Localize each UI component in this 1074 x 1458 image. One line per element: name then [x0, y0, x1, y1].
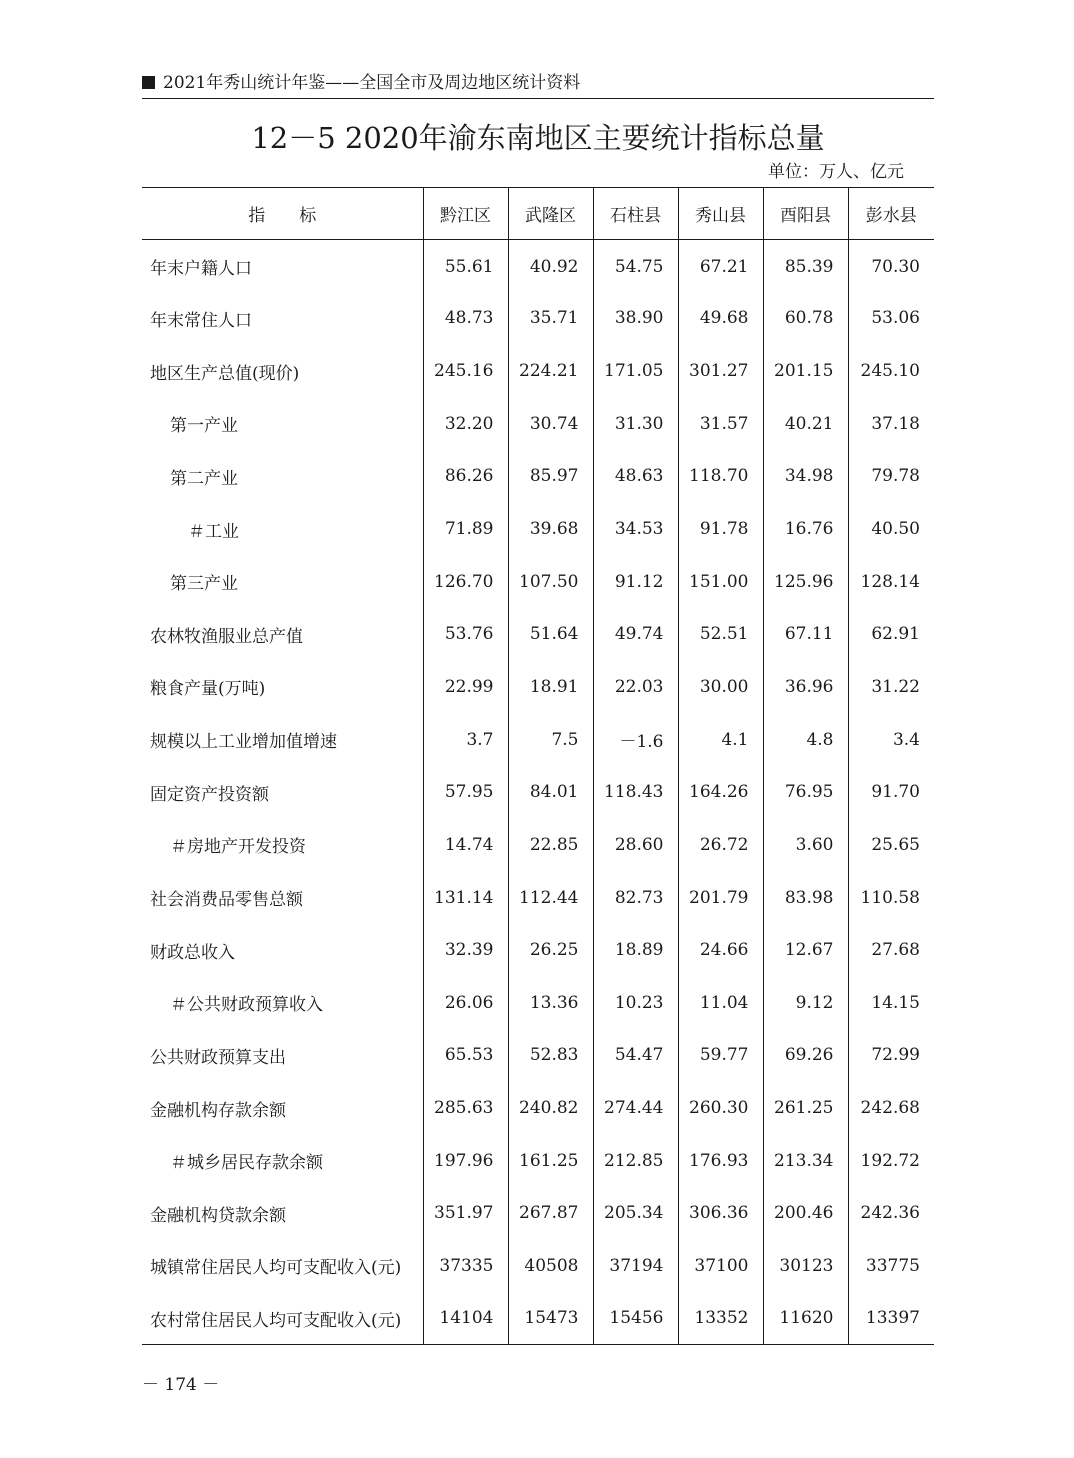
table-row: [142, 1082, 934, 1135]
table-header-row: [142, 188, 934, 240]
column-header-district: 秀山县: [678, 188, 763, 240]
cell-value: 306.36: [678, 1187, 763, 1240]
cell-value: 201.79: [678, 871, 763, 924]
table-row: [142, 397, 934, 450]
cell-value: 30.74: [508, 397, 593, 450]
cell-value: 240.82: [508, 1082, 593, 1135]
cell-value: 91.78: [678, 503, 763, 556]
cell-value: 176.93: [678, 1134, 763, 1187]
row-label: ＃房地产开发投资: [170, 837, 306, 858]
cell-value: 125.96: [763, 555, 848, 608]
cell-value: 242.36: [848, 1187, 934, 1240]
table-row: [142, 713, 934, 766]
cell-value: 83.98: [763, 871, 848, 924]
cell-value: 26.72: [678, 819, 763, 872]
cell-value: 351.97: [423, 1187, 508, 1240]
row-label: 财政总收入: [150, 942, 235, 963]
cell-value: 38.90: [593, 292, 678, 345]
cell-value: 85.39: [763, 240, 848, 293]
cell-value: 76.95: [763, 766, 848, 819]
row-label: 地区生产总值(现价): [150, 363, 300, 384]
cell-value: 31.22: [848, 661, 934, 714]
cell-value: 164.26: [678, 766, 763, 819]
cell-value: 85.97: [508, 450, 593, 503]
row-label: 社会消费品零售总额: [150, 890, 303, 910]
cell-value: 13.36: [508, 976, 593, 1029]
cell-value: 224.21: [508, 345, 593, 398]
cell-value: 69.26: [763, 1029, 848, 1082]
table-row: [142, 1292, 934, 1345]
cell-value: 285.63: [423, 1082, 508, 1135]
column-header-district: 酉阳县: [763, 188, 848, 240]
cell-value: 171.05: [593, 345, 678, 398]
cell-value: 57.95: [423, 766, 508, 819]
table-row: [142, 345, 934, 398]
cell-value: 112.44: [508, 871, 593, 924]
cell-value: 3.60: [763, 819, 848, 872]
cell-value: 126.70: [423, 555, 508, 608]
cell-value: 59.77: [678, 1029, 763, 1082]
running-header-text: 2021年秀山统计年鉴——全国全市及周边地区统计资料: [163, 73, 581, 93]
cell-value: 26.06: [423, 976, 508, 1029]
cell-value: 49.68: [678, 292, 763, 345]
cell-value: 40.50: [848, 503, 934, 556]
cell-value: 118.43: [593, 766, 678, 819]
cell-value: 37194: [593, 1240, 678, 1293]
row-label: 公共财政预算支出: [150, 1047, 286, 1068]
cell-value: 261.25: [763, 1082, 848, 1135]
cell-value: 70.30: [848, 240, 934, 293]
cell-value: 11.04: [678, 976, 763, 1029]
column-header-district: 黔江区: [423, 188, 508, 240]
cell-value: 26.25: [508, 924, 593, 977]
cell-value: 86.26: [423, 450, 508, 503]
cell-value: 36.96: [763, 661, 848, 714]
cell-value: 161.25: [508, 1134, 593, 1187]
cell-value: 72.99: [848, 1029, 934, 1082]
cell-value: 35.71: [508, 292, 593, 345]
cell-value: 245.16: [423, 345, 508, 398]
cell-value: 24.66: [678, 924, 763, 977]
cell-value: 30123: [763, 1240, 848, 1293]
table-row: [142, 819, 934, 872]
row-label: 农村常住居民人均可支配收入(元): [150, 1310, 402, 1331]
row-label: 金融机构贷款余额: [150, 1205, 286, 1226]
table-row: [142, 608, 934, 661]
cell-value: 15456: [593, 1292, 678, 1345]
cell-value: 37.18: [848, 397, 934, 450]
cell-value: 51.64: [508, 608, 593, 661]
cell-value: 128.14: [848, 555, 934, 608]
cell-value: 34.53: [593, 503, 678, 556]
cell-value: 31.30: [593, 397, 678, 450]
cell-value: 9.12: [763, 976, 848, 1029]
table-row: [142, 555, 934, 608]
cell-value: 60.78: [763, 292, 848, 345]
cell-value: 200.46: [763, 1187, 848, 1240]
column-header-indicator: 指 标: [248, 206, 317, 226]
page-number: － 174 －: [142, 1375, 220, 1395]
cell-value: 15473: [508, 1292, 593, 1345]
cell-value: 30.00: [678, 661, 763, 714]
cell-value: 40.92: [508, 240, 593, 293]
cell-value: 91.70: [848, 766, 934, 819]
row-label: 第一产业: [170, 416, 238, 437]
row-label: 金融机构存款余额: [150, 1100, 286, 1121]
cell-value: 242.68: [848, 1082, 934, 1135]
cell-value: 32.39: [423, 924, 508, 977]
row-label: 农林牧渔服业总产值: [150, 626, 303, 647]
cell-value: 301.27: [678, 345, 763, 398]
row-label: 固定资产投资额: [150, 784, 269, 805]
cell-value: 62.91: [848, 608, 934, 661]
cell-value: 245.10: [848, 345, 934, 398]
column-header-district: 石柱县: [593, 188, 678, 240]
table-row: [142, 503, 934, 556]
cell-value: 33775: [848, 1240, 934, 1293]
row-label: 城镇常住居民人均可支配收入(元): [150, 1258, 402, 1279]
cell-value: 48.73: [423, 292, 508, 345]
running-header: [142, 70, 934, 99]
cell-value: 11620: [763, 1292, 848, 1345]
cell-value: 3.7: [423, 713, 508, 766]
statistics-table: [142, 187, 934, 1345]
table-row: [142, 766, 934, 819]
cell-value: 107.50: [508, 555, 593, 608]
table-row: [142, 924, 934, 977]
cell-value: 14.74: [423, 819, 508, 872]
cell-value: 7.5: [508, 713, 593, 766]
cell-value: 10.23: [593, 976, 678, 1029]
cell-value: 18.91: [508, 661, 593, 714]
cell-value: 274.44: [593, 1082, 678, 1135]
table-row: [142, 1240, 934, 1293]
cell-value: －1.6: [593, 713, 678, 766]
cell-value: 110.58: [848, 871, 934, 924]
cell-value: 39.68: [508, 503, 593, 556]
cell-value: 18.89: [593, 924, 678, 977]
table-row: [142, 1134, 934, 1187]
table-row: [142, 1029, 934, 1082]
cell-value: 67.21: [678, 240, 763, 293]
table-body: [142, 240, 934, 1345]
cell-value: 37100: [678, 1240, 763, 1293]
cell-value: 192.72: [848, 1134, 934, 1187]
cell-value: 151.00: [678, 555, 763, 608]
cell-value: 48.63: [593, 450, 678, 503]
cell-value: 32.20: [423, 397, 508, 450]
header-square-icon: [142, 76, 155, 89]
column-header-district: 彭水县: [848, 188, 934, 240]
cell-value: 4.1: [678, 713, 763, 766]
cell-value: 22.85: [508, 819, 593, 872]
table-row: [142, 1187, 934, 1240]
cell-value: 49.74: [593, 608, 678, 661]
cell-value: 37335: [423, 1240, 508, 1293]
cell-value: 12.67: [763, 924, 848, 977]
row-label: 第三产业: [170, 574, 238, 595]
cell-value: 3.4: [848, 713, 934, 766]
cell-value: 14.15: [848, 976, 934, 1029]
row-label: 粮食产量(万吨): [150, 679, 266, 700]
cell-value: 13352: [678, 1292, 763, 1345]
cell-value: 14104: [423, 1292, 508, 1345]
cell-value: 52.83: [508, 1029, 593, 1082]
cell-value: 201.15: [763, 345, 848, 398]
cell-value: 54.47: [593, 1029, 678, 1082]
cell-value: 28.60: [593, 819, 678, 872]
cell-value: 118.70: [678, 450, 763, 503]
cell-value: 260.30: [678, 1082, 763, 1135]
page-title: 12－5 2020年渝东南地区主要统计指标总量: [251, 121, 825, 155]
cell-value: 53.06: [848, 292, 934, 345]
cell-value: 205.34: [593, 1187, 678, 1240]
cell-value: 40.21: [763, 397, 848, 450]
cell-value: 53.76: [423, 608, 508, 661]
row-label: 年末户籍人口: [150, 259, 252, 280]
cell-value: 65.53: [423, 1029, 508, 1082]
row-label: 年末常住人口: [150, 310, 252, 331]
cell-value: 54.75: [593, 240, 678, 293]
cell-value: 213.34: [763, 1134, 848, 1187]
cell-value: 71.89: [423, 503, 508, 556]
cell-value: 197.96: [423, 1134, 508, 1187]
cell-value: 84.01: [508, 766, 593, 819]
column-header-district: 武隆区: [508, 188, 593, 240]
cell-value: 131.14: [423, 871, 508, 924]
cell-value: 52.51: [678, 608, 763, 661]
row-label: ＃工业: [188, 521, 239, 542]
cell-value: 13397: [848, 1292, 934, 1345]
table-row: [142, 240, 934, 293]
cell-value: 4.8: [763, 713, 848, 766]
table-row: [142, 976, 934, 1029]
cell-value: 91.12: [593, 555, 678, 608]
cell-value: 55.61: [423, 240, 508, 293]
cell-value: 267.87: [508, 1187, 593, 1240]
cell-value: 82.73: [593, 871, 678, 924]
unit-note: 单位：万人、亿元: [768, 162, 904, 182]
cell-value: 25.65: [848, 819, 934, 872]
table-row: [142, 871, 934, 924]
cell-value: 31.57: [678, 397, 763, 450]
cell-value: 16.76: [763, 503, 848, 556]
cell-value: 22.99: [423, 661, 508, 714]
cell-value: 79.78: [848, 450, 934, 503]
row-label: 第二产业: [170, 468, 238, 489]
cell-value: 22.03: [593, 661, 678, 714]
row-label: 规模以上工业增加值增速: [150, 732, 337, 753]
cell-value: 67.11: [763, 608, 848, 661]
cell-value: 212.85: [593, 1134, 678, 1187]
table-row: [142, 661, 934, 714]
row-label: ＃城乡居民存款余额: [170, 1153, 323, 1174]
row-label: ＃公共财政预算收入: [170, 995, 323, 1016]
cell-value: 40508: [508, 1240, 593, 1293]
cell-value: 34.98: [763, 450, 848, 503]
cell-value: 27.68: [848, 924, 934, 977]
table-row: [142, 292, 934, 345]
table-row: [142, 450, 934, 503]
